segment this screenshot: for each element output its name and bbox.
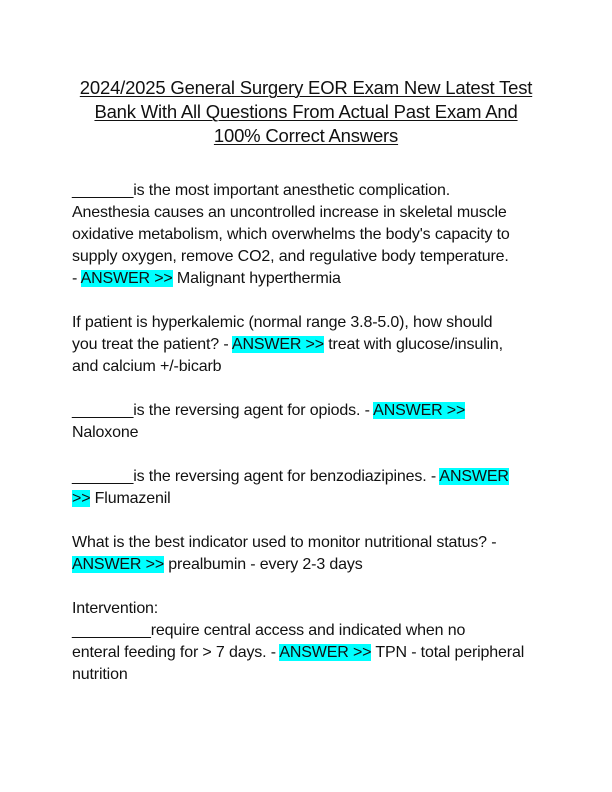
qa-item: [72, 532, 550, 576]
qa-text: _______is the reversing agent for benzodiazipines. -: [72, 468, 440, 485]
qa-line: [72, 642, 550, 664]
document-title: [60, 76, 552, 148]
qa-item: [72, 180, 550, 290]
qa-text: _______is the reversing agent for opiods. -: [72, 402, 374, 419]
qa-item: [72, 466, 550, 510]
answer-text: TPN - total peripheral: [371, 644, 525, 661]
qa-line: Anesthesia causes an uncontrolled increase in skeletal muscle: [72, 204, 507, 221]
qa-line: Naloxone: [72, 424, 139, 441]
qa-item: [72, 312, 550, 378]
qa-line: If patient is hyperkalemic (normal range 3.8-5.0), how should: [72, 314, 493, 331]
answer-marker-highlight: ANSWER >>: [80, 270, 173, 287]
qa-line: [72, 400, 550, 422]
qa-line: [72, 488, 550, 510]
answer-text: Flumazenil: [90, 490, 171, 507]
qa-line: and calcium +/-bicarb: [72, 358, 222, 375]
document-body: [72, 180, 550, 708]
qa-line: [72, 334, 550, 356]
answer-marker-highlight: ANSWER >>: [72, 556, 165, 573]
qa-text: you treat the patient? -: [72, 336, 232, 353]
qa-line: _________require central access and indicated when no: [72, 622, 466, 639]
answer-text: Malignant hyperthermia: [172, 270, 341, 287]
qa-line: _______is the most important anesthetic complication.: [72, 182, 451, 199]
answer-marker-highlight: ANSWER >>: [373, 402, 466, 419]
qa-line: [72, 268, 550, 290]
title-line-1: 2024/2025 General Surgery EOR Exam New Latest Test: [79, 77, 533, 98]
answer-marker-highlight: ANSWER: [439, 468, 509, 485]
qa-text: enteral feeding for > 7 days. -: [72, 644, 280, 661]
answer-marker-highlight: ANSWER >>: [231, 336, 324, 353]
qa-line: supply oxygen, remove CO2, and regulative body temperature.: [72, 248, 509, 265]
answer-text: prealbumin - every 2-3 days: [164, 556, 363, 573]
qa-line: [72, 554, 550, 576]
qa-item: [72, 400, 550, 444]
qa-item: [72, 598, 550, 686]
answer-text: treat with glucose/insulin,: [323, 336, 503, 353]
qa-line: What is the best indicator used to monitor nutritional status? -: [72, 534, 497, 551]
qa-line: oxidative metabolism, which overwhelms the body's capacity to: [72, 226, 510, 243]
title-line-3: 100% Correct Answers: [213, 125, 399, 146]
answer-marker-highlight: ANSWER >>: [279, 644, 372, 661]
qa-text: -: [72, 270, 81, 287]
title-line-2: Bank With All Questions From Actual Past Exam And: [94, 101, 518, 122]
qa-line: [72, 466, 550, 488]
qa-line: nutrition: [72, 666, 128, 683]
answer-marker-highlight: >>: [72, 490, 91, 507]
qa-line: Intervention:: [72, 600, 159, 617]
